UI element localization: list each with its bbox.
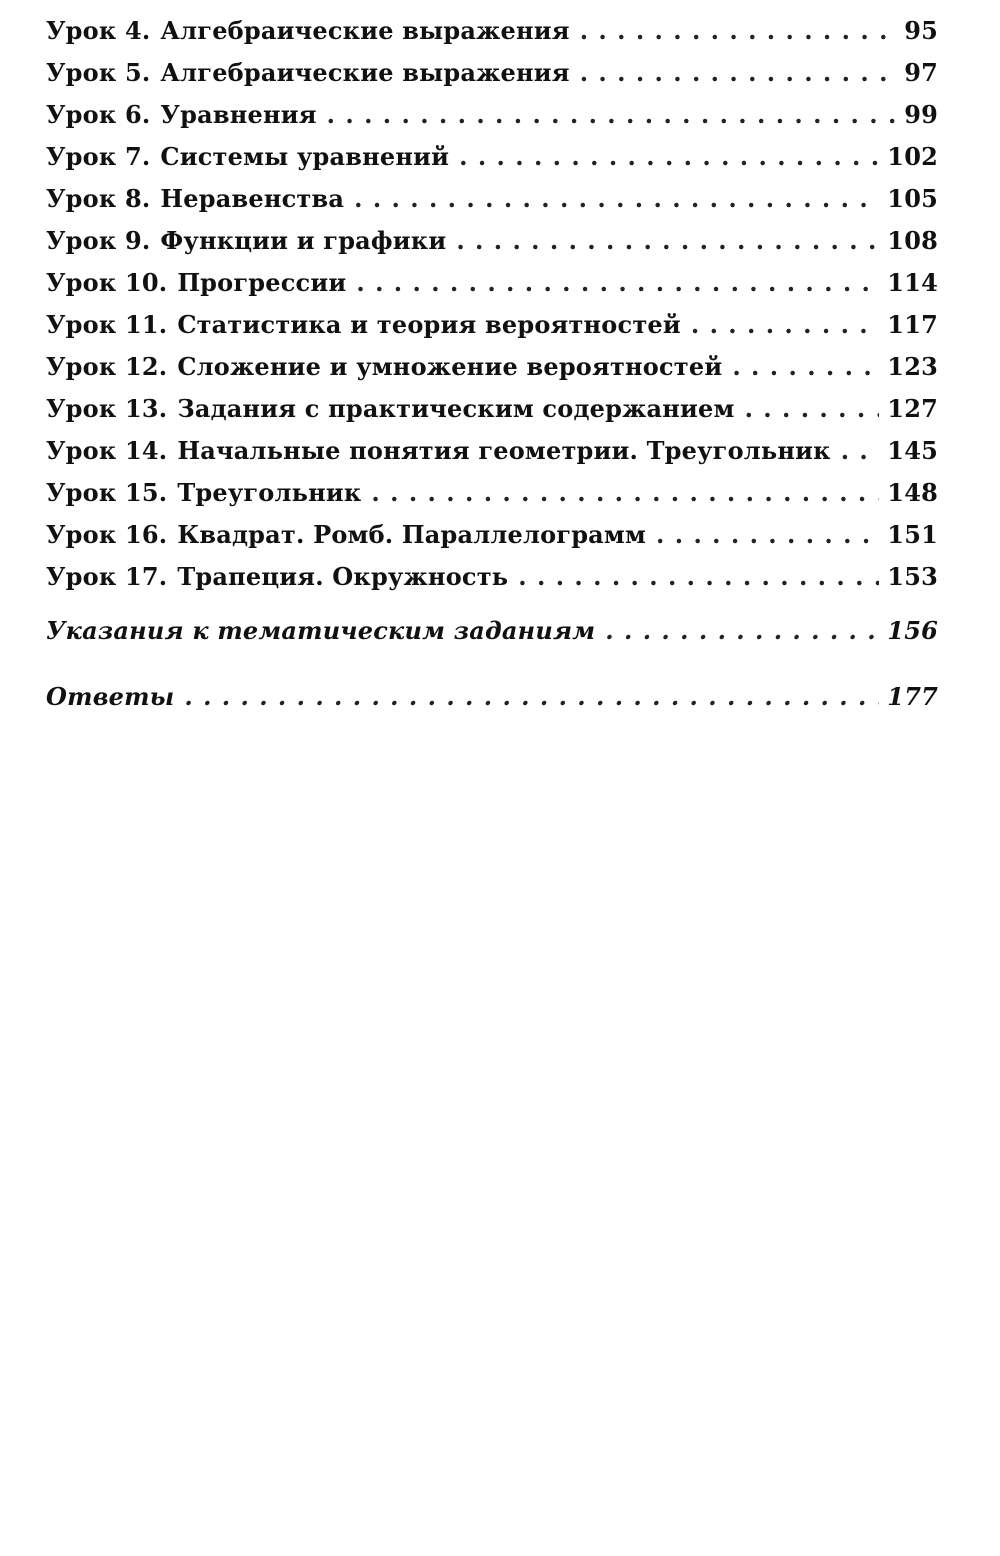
toc-entry-title xyxy=(46,436,831,465)
toc-entry-lesson-8[interactable] xyxy=(46,184,938,226)
page-number: 117 xyxy=(887,310,938,339)
page-number: 151 xyxy=(887,520,938,549)
page-number: 123 xyxy=(887,352,938,381)
lesson-title: Функции и графики xyxy=(160,226,447,255)
toc-entry-answers[interactable] xyxy=(46,682,938,726)
toc-entry-title xyxy=(46,16,570,45)
toc-entry-lesson-11[interactable] xyxy=(46,310,938,352)
lesson-label: Урок 4. xyxy=(46,16,151,45)
lesson-title: Алгебраические выражения xyxy=(160,16,570,45)
dot-leader xyxy=(841,436,880,465)
lesson-title: Треугольник xyxy=(177,478,362,507)
lesson-label: Урок 8. xyxy=(46,184,151,213)
page-number: 97 xyxy=(904,58,938,87)
toc-entry-lesson-6[interactable] xyxy=(46,100,938,142)
toc-entry-title xyxy=(46,226,446,255)
page-number: 156 xyxy=(887,616,938,645)
lesson-title: Уравнения xyxy=(160,100,317,129)
lesson-title: Задания с практическим содержанием xyxy=(177,394,735,423)
dot-leader xyxy=(354,184,879,213)
dot-leader xyxy=(518,562,879,591)
lesson-label: Урок 7. xyxy=(46,142,151,171)
lesson-label: Урок 5. xyxy=(46,58,151,87)
toc-entry-lesson-17[interactable] xyxy=(46,562,938,604)
toc-entry-lesson-13[interactable] xyxy=(46,394,938,436)
lesson-label: Урок 6. xyxy=(46,100,151,129)
page-number: 99 xyxy=(904,100,938,129)
page-number: 105 xyxy=(887,184,938,213)
toc-entry-title xyxy=(46,394,735,423)
toc-entry-lesson-4[interactable] xyxy=(46,16,938,58)
lesson-title: Статистика и теория вероятностей xyxy=(177,310,681,339)
dot-leader xyxy=(459,142,879,171)
lesson-label: Урок 12. xyxy=(46,352,168,381)
section-title: Ответы xyxy=(46,682,175,711)
dot-leader xyxy=(327,100,897,129)
lesson-label: Урок 9. xyxy=(46,226,151,255)
lesson-label: Урок 13. xyxy=(46,394,168,423)
toc-entry-title xyxy=(46,478,361,507)
toc-entry-title xyxy=(46,142,449,171)
lesson-title: Прогрессии xyxy=(177,268,347,297)
toc-entry-lesson-7[interactable] xyxy=(46,142,938,184)
dot-leader xyxy=(356,268,879,297)
lesson-title: Системы уравнений xyxy=(160,142,450,171)
dot-leader xyxy=(371,478,879,507)
dot-leader xyxy=(605,616,879,645)
page-number: 148 xyxy=(887,478,938,507)
page-number: 145 xyxy=(887,436,938,465)
page-number: 177 xyxy=(887,682,938,711)
toc-entry-title xyxy=(46,520,646,549)
lesson-title: Алгебраические выражения xyxy=(160,58,570,87)
toc-entry-lesson-10[interactable] xyxy=(46,268,938,310)
section-title: Указания к тематическим заданиям xyxy=(46,616,596,645)
toc-entry-title xyxy=(46,100,317,129)
lesson-label: Урок 15. xyxy=(46,478,168,507)
lesson-label: Урок 10. xyxy=(46,268,168,297)
page-number: 108 xyxy=(887,226,938,255)
page-number: 127 xyxy=(887,394,938,423)
dot-leader xyxy=(580,16,897,45)
dot-leader xyxy=(184,682,879,711)
dot-leader xyxy=(745,394,880,423)
dot-leader xyxy=(691,310,879,339)
lesson-label: Урок 17. xyxy=(46,562,168,591)
lesson-title: Квадрат. Ромб. Параллелограмм xyxy=(177,520,647,549)
toc-entry-title xyxy=(46,352,722,381)
page-number: 95 xyxy=(904,16,938,45)
toc-entry-title xyxy=(46,268,346,297)
dot-leader xyxy=(732,352,879,381)
lesson-label: Урок 16. xyxy=(46,520,168,549)
lesson-title: Начальные понятия геометрии. Треугольник xyxy=(177,436,831,465)
page-number: 153 xyxy=(887,562,938,591)
dot-leader xyxy=(580,58,897,87)
lesson-label: Урок 14. xyxy=(46,436,168,465)
toc-entry-title xyxy=(46,58,570,87)
toc-entry-lesson-15[interactable] xyxy=(46,478,938,520)
toc-entry-lesson-9[interactable] xyxy=(46,226,938,268)
dot-leader xyxy=(656,520,879,549)
dot-leader xyxy=(456,226,879,255)
toc-entry-lesson-14[interactable] xyxy=(46,436,938,478)
toc-entry-guidance[interactable] xyxy=(46,616,938,660)
lesson-title: Трапеция. Окружность xyxy=(177,562,509,591)
toc-entry-title xyxy=(46,562,508,591)
page-number: 114 xyxy=(887,268,938,297)
lesson-title: Неравенства xyxy=(160,184,345,213)
page-number: 102 xyxy=(887,142,938,171)
table-of-contents xyxy=(46,16,938,726)
toc-entry-title xyxy=(46,310,681,339)
toc-entry-title xyxy=(46,184,344,213)
toc-entry-lesson-12[interactable] xyxy=(46,352,938,394)
toc-entry-lesson-16[interactable] xyxy=(46,520,938,562)
lesson-title: Сложение и умножение вероятностей xyxy=(177,352,723,381)
lesson-label: Урок 11. xyxy=(46,310,168,339)
toc-entry-lesson-5[interactable] xyxy=(46,58,938,100)
